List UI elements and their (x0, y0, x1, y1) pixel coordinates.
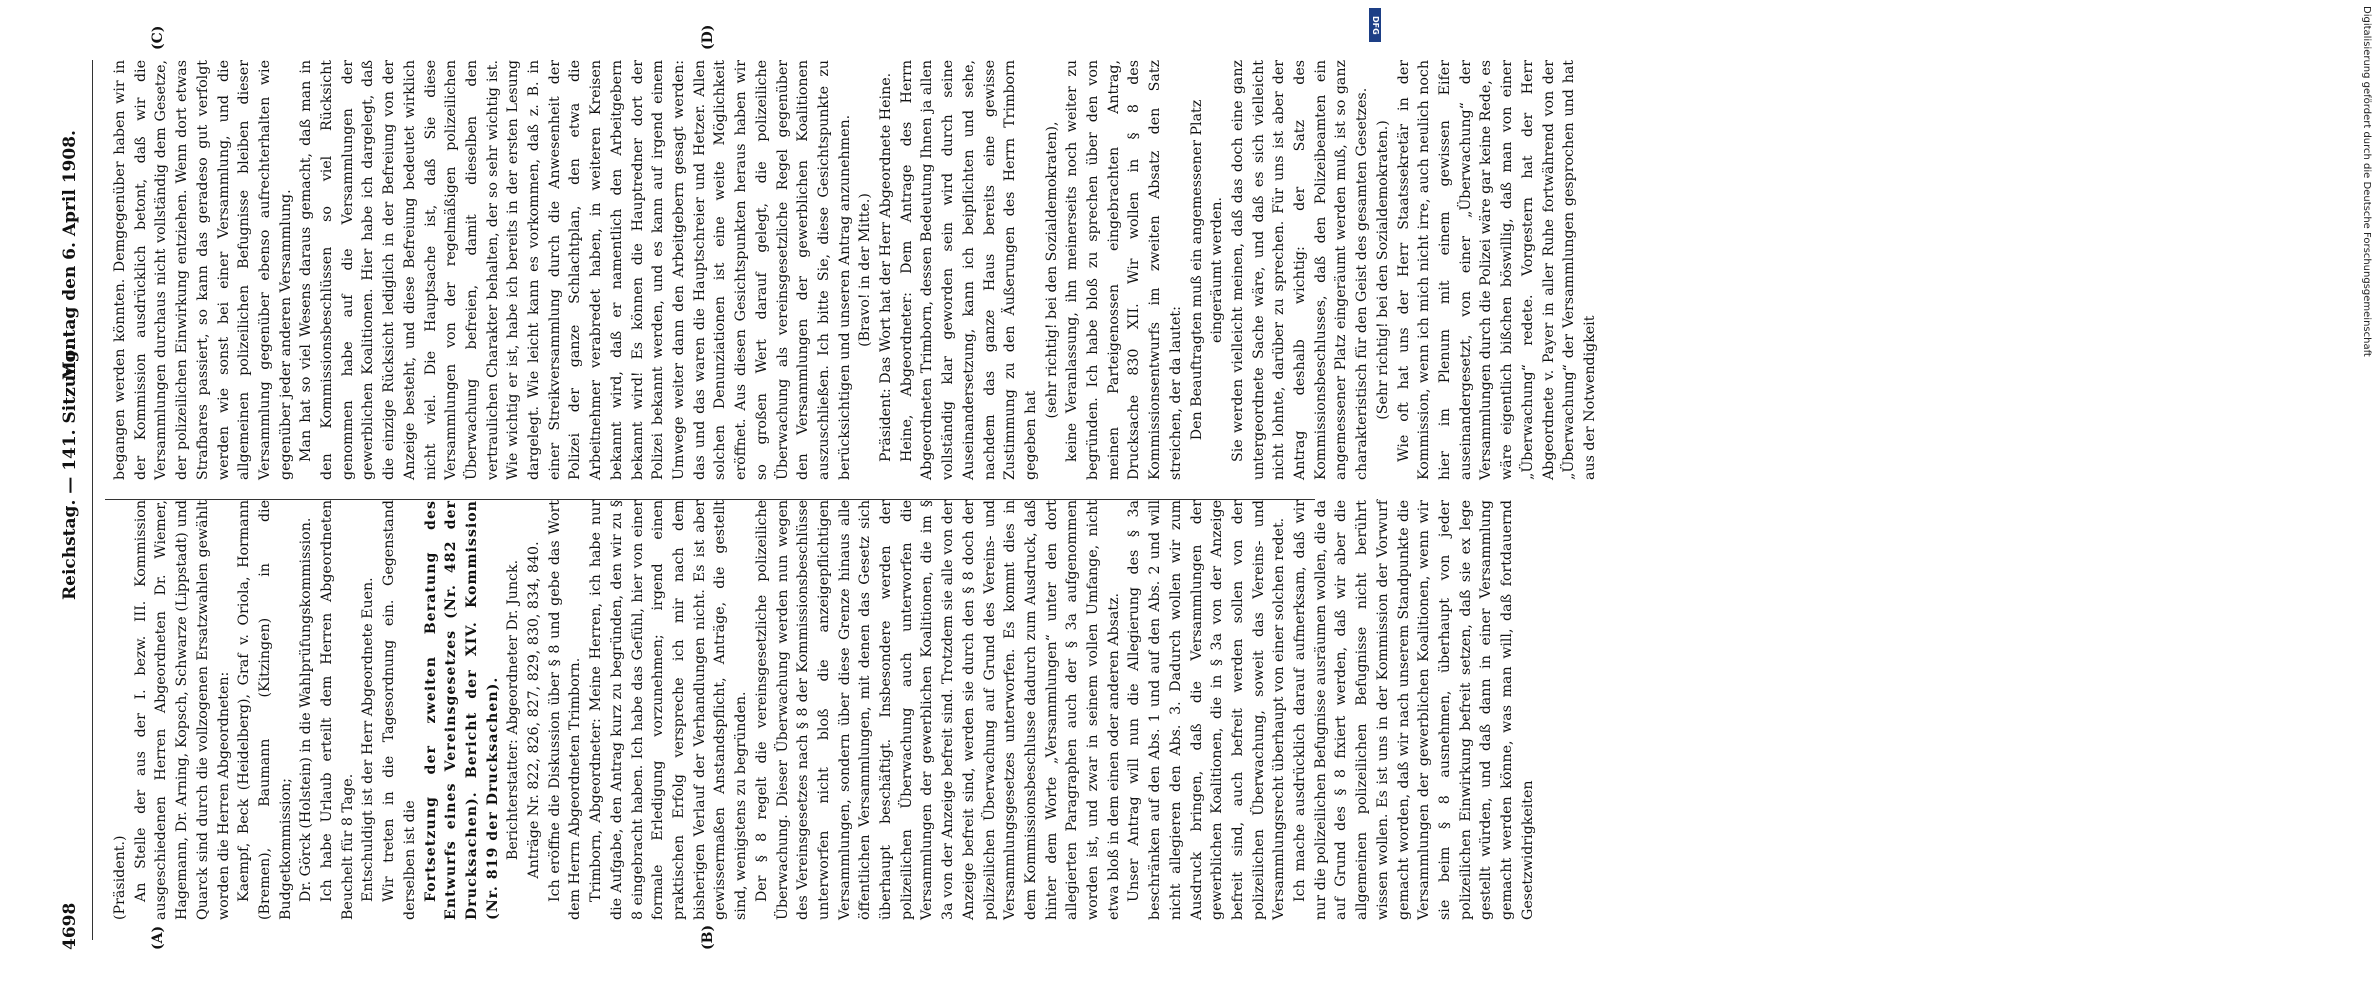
margin-letter-c: (C) (150, 25, 166, 50)
paragraph: Ich eröffne die Diskussion über § 8 und gebe das Wort dem Herrn Abgeordneten Trimborn. (546, 500, 584, 920)
credit-text: Digitalisierung gefördert durch die Deutsche Forschungsgemeinschaft (2361, 6, 2372, 357)
running-head: Reichstag. — 141. Sitzung. (60, 344, 80, 600)
speech-paragraph: Trimborn, Abgeordneter: Meine Herren, ich habe nur die Aufgabe, den Antrag kurz zu begründen, den wir zu § 8 eingebracht haben. Ich habe das Gefühl, hier von einer formale Erledigung vorzunehmen; irgend einen praktischen Erfolg verspreche ich mir nach dem bisherigen Verlauf der Verhandlungen nicht. Es ist aber gewissermaßen Anstandspflicht, Anträge, die gestellt sind, wenigstens zu begründen. (588, 500, 750, 920)
paragraph: Anträge Nr. 822, 826, 827, 829, 830, 834, 840. (526, 541, 543, 879)
interjection: (Sehr richtig! bei den Sozialdemokraten.) (1374, 120, 1391, 420)
speech-paragraph: Man hat so viel Wesens daraus gemacht, daß man in den Kommissionsbeschlüssen so viel Rücksicht genommen habe auf die Versammlungen der gewerblichen Koalitionen. Hier habe ich dargelegt, daß die einzige Rücksicht lediglich in der Befreiung von der Anzeige besteht, und diese Befreiung bedeutet wirklich nicht viel. Die Hauptsache ist, daß Sie diese Versammlungen von der regelmäßigen polizeilichen Überwachung befreien, damit dieselben den vertraulichen Charakter behalten, der so sehr wichtig ist. Wie wichtig er ist, habe ich bereits in der ersten Lesung dargelegt. Wie leicht kann es vorkommen, daß z. B. in einer Streikversammlung durch die Anwesenheit der Polizei der ganze Schlachtplan, den etwa die Arbeitnehmer verabredet haben, in weiteren Kreisen bekannt wird, daß er namentlich den Arbeitgebern bekannt wird! Es können die Hauptredner dort der Polizei bekannt werden, und es kann auf irgend einem Umwege weiter dann den Arbeitgebern gesagt werden: das und das waren die Hauptschreier und Hetzer. Allen solchen Denunziationen ist eine weite Möglichkeit eröffnet. Aus diesen Gesichtspunkten heraus haben wir so großen Wert darauf gelegt, die polizeiliche Überwachung als vereinsgesetzliche Regel gegenüber den Versammlungen der gewerblichen Koalitionen auszuschließen. Ich bitte Sie, diese Gesichtspunkte zu berücksichtigen und unseren Antrag anzunehmen. (298, 60, 853, 480)
speech-paragraph: keine Veranlassung, ihn meinerseits noch weiter zu begründen. Ich habe bloß zu sprechen über den von meinen Parteigenossen eingebrachten Antrag, Drucksache 830 XII. Wir wollen in § 8 des Kommissionsentwurfs im zweiten Absatz den Satz streichen, der da lautet: (1064, 60, 1184, 480)
paragraph: (Präsident.) (112, 835, 128, 920)
margin-letter-a: (A) (150, 925, 166, 950)
speech-paragraph: Der § 8 regelt die vereinsgesetzliche polizeiliche Überwachung. Dieser Überwachung werden nun wegen des Vereinsgesetzes nach § 8 der Kommissionsbeschlüsse unterworfen nicht bloß die anzeigepflichtigen Versammlungen, sondern über diese Grenze hinaus alle öffentlichen Versammlungen, mit denen das Gesetz sich überhaupt beschäftigt. Insbesondere werden der polizeilichen Überwachung auch unterworfen die Versammlungen der gewerblichen Koalitionen, die im § 3a von der Anzeige befreit sind. Trotzdem sie alle von der Anzeige befreit sind, werden sie durch den § 8 doch der polizeilichen Überwachung auf Grund des Vereins- und Versammlungsgesetzes unterworfen. Es kommt dies in dem Kommissionsbeschlusse dadurch zum Ausdruck, daß hinter dem Worte „Versammlungen“ unter den dort allegierten Paragraphen auch der § 3a aufgenommen worden ist, und zwar in seinem vollen Umfange, nicht etwa bloß in dem einen oder anderen Absatz. (753, 500, 1122, 920)
header-rule (92, 60, 93, 940)
paragraph: An Stelle der aus der I. bezw. III. Kommission ausgeschiedenen Herren Abgeordneten Dr. Wiemer, Hagemann, Dr. Arning, Kopsch, Schwarze (Lippstadt) und Quarck sind durch die vollzogenen Ersatzwahlen gewählt worden die Herren Abgeordneten: (132, 500, 232, 920)
speech-paragraph: Unser Antrag will nun die Allegierung des § 3a beschränken auf den Abs. 1 und auf den Abs. 2 und will nicht allegieren den Abs. 3. Dadurch wollen wir zum Ausdruck bringen, daß die Versammlungen der gewerblichen Koalitionen, die in § 3a von der Anzeige befreit sind, auch befreit werden sollen von der polizeilichen Überwachung, soweit das Vereins- und Versammlungsrecht überhaupt von einer solchen redet. (1126, 500, 1288, 920)
page-number: 4698 (60, 902, 80, 950)
right-column (110, 60, 1598, 480)
speech-paragraph: Wie oft hat uns der Herr Staatssekretär in der Kommission, wenn ich mich nicht irre, auch neulich noch hier im Plenum mit einem gewissen Eifer auseinandergesetzt, von einer „Überwachung“ der Versammlungen durch die Polizei wäre gar keine Rede, es wäre eigentlich bißchen böswillig, daß man von einer „Überwachung“ redete. Vorgestern hat der Herr Abgeordnete v. Payer in aller Ruhe fortwährend von der „Überwachung“ der Versammlungen gesprochen und hat aus der Notwendigkeit (1395, 60, 1598, 480)
interjection: (Bravo! in der Mitte.) (857, 193, 874, 347)
left-column (110, 500, 1536, 920)
speech-paragraph: Sie werden vielleicht meinen, daß das doch eine ganz untergeordnete Sache wäre, und daß es sich vielleicht nicht lohnte, darüber zu sprechen. Für uns ist aber der Antrag deshalb wichtig: der Satz des Kommissionsbeschlusses, daß den Polizeibeamten ein angemessener Platz eingeräumt werden muß, ist so ganz charakteristisch für den Geist des gesamten Gesetzes. (1229, 60, 1371, 480)
paragraph: Berichterstatter: Abgeordneter Dr. Junck. (505, 559, 522, 861)
speech-paragraph: begangen werden könnten. Demgegenüber haben wir in der Kommission ausdrücklich betont, daß wir die Versammlungen durchaus nicht vollständig dem Gesetze, der polizeilichen Einwirkung entziehen. Wenn dort etwas Strafbares passiert, so kann das geradeso gut verfolgt werden wie sonst bei einer Versammlung, und die allgemeinen polizeilichen Befugnisse bleiben dieser Versammlung gegenüber ebenso aufrechterhalten wie gegenüber jeder anderen Versammlung. (112, 60, 294, 480)
agenda-item: Fortsetzung der zweiten Beratung des Entwurfs eines Vereinsgesetzes (Nr. 482 der Drucksachen). Bericht der XIV. Kommission (Nr. 819 der Drucksachen). (422, 500, 501, 920)
interjection: (sehr richtig! bei den Sozialdemokraten), (1043, 121, 1060, 419)
paragraph: Entschuldigt ist der Herr Abgeordnete Euen. (360, 577, 377, 902)
paragraph: Dr. Görck (Holstein) in die Wahlprüfungskommission. (298, 517, 315, 902)
session-date: Montag den 6. April 1908. (60, 130, 80, 380)
paragraph: Ich habe Urlaub erteilt dem Herren Abgeordneten Beuchelt für 8 Tage. (319, 500, 356, 920)
speech-paragraph: Ich mache ausdrücklich darauf aufmerksam, daß wir nur die polizeilichen Befugnisse ausräumen wollen, die da auf Grund des § 8 fixiert werden, daß wir aber die allgemeinen polizeilichen Befugnisse nicht berührt wissen wollen. Es ist uns in der Kommission der Vorwurf gemacht worden, daß wir nach unserem Standpunkte die Versammlungen der gewerblichen Koalitionen, wenn wir sie beim § 8 ausnehmen, überhaupt von jeder polizeilichen Einwirkung befreit setzen, daß sie ex lege gestellt würden, und daß dann in einer Versammlung gemacht werden könne, was man will, daß fortdauernd Gesetzwidrigkeiten (1292, 500, 1536, 920)
margin-letter-b: (B) (700, 924, 716, 950)
page-header (60, 70, 90, 950)
logo-text: DFG (1371, 15, 1380, 35)
paragraph: Präsident: Das Wort hat der Herr Abgeordnete Heine. (878, 72, 895, 462)
paragraph: Kaempf, Beck (Heidelberg), Graf v. Oriola, Hormann (Bremen), Baumann (Kitzingen) in die Budgetkommission; (236, 500, 294, 920)
paragraph: Wir treten in die Tagesordnung ein. Gegenstand derselben ist die (381, 500, 418, 920)
speech-paragraph: Heine, Abgeordneter: Dem Antrage des Herrn Abgeordneten Trimborn, dessen Bedeutung Ihnen ja allen vollständig klar geworden sein wird durch seine Auseinandersetzung, kann ich beipflichten und sehe, nachdem das ganze Haus bereits eine gewisse Zustimmung zu den Äußerungen des Herrn Trimborn gegeben hat (898, 60, 1039, 480)
margin-letter-d: (D) (700, 24, 716, 50)
quoted-sentence: Den Beauftragten muß ein angemessener Platz eingeräumt werden. (1188, 99, 1226, 441)
